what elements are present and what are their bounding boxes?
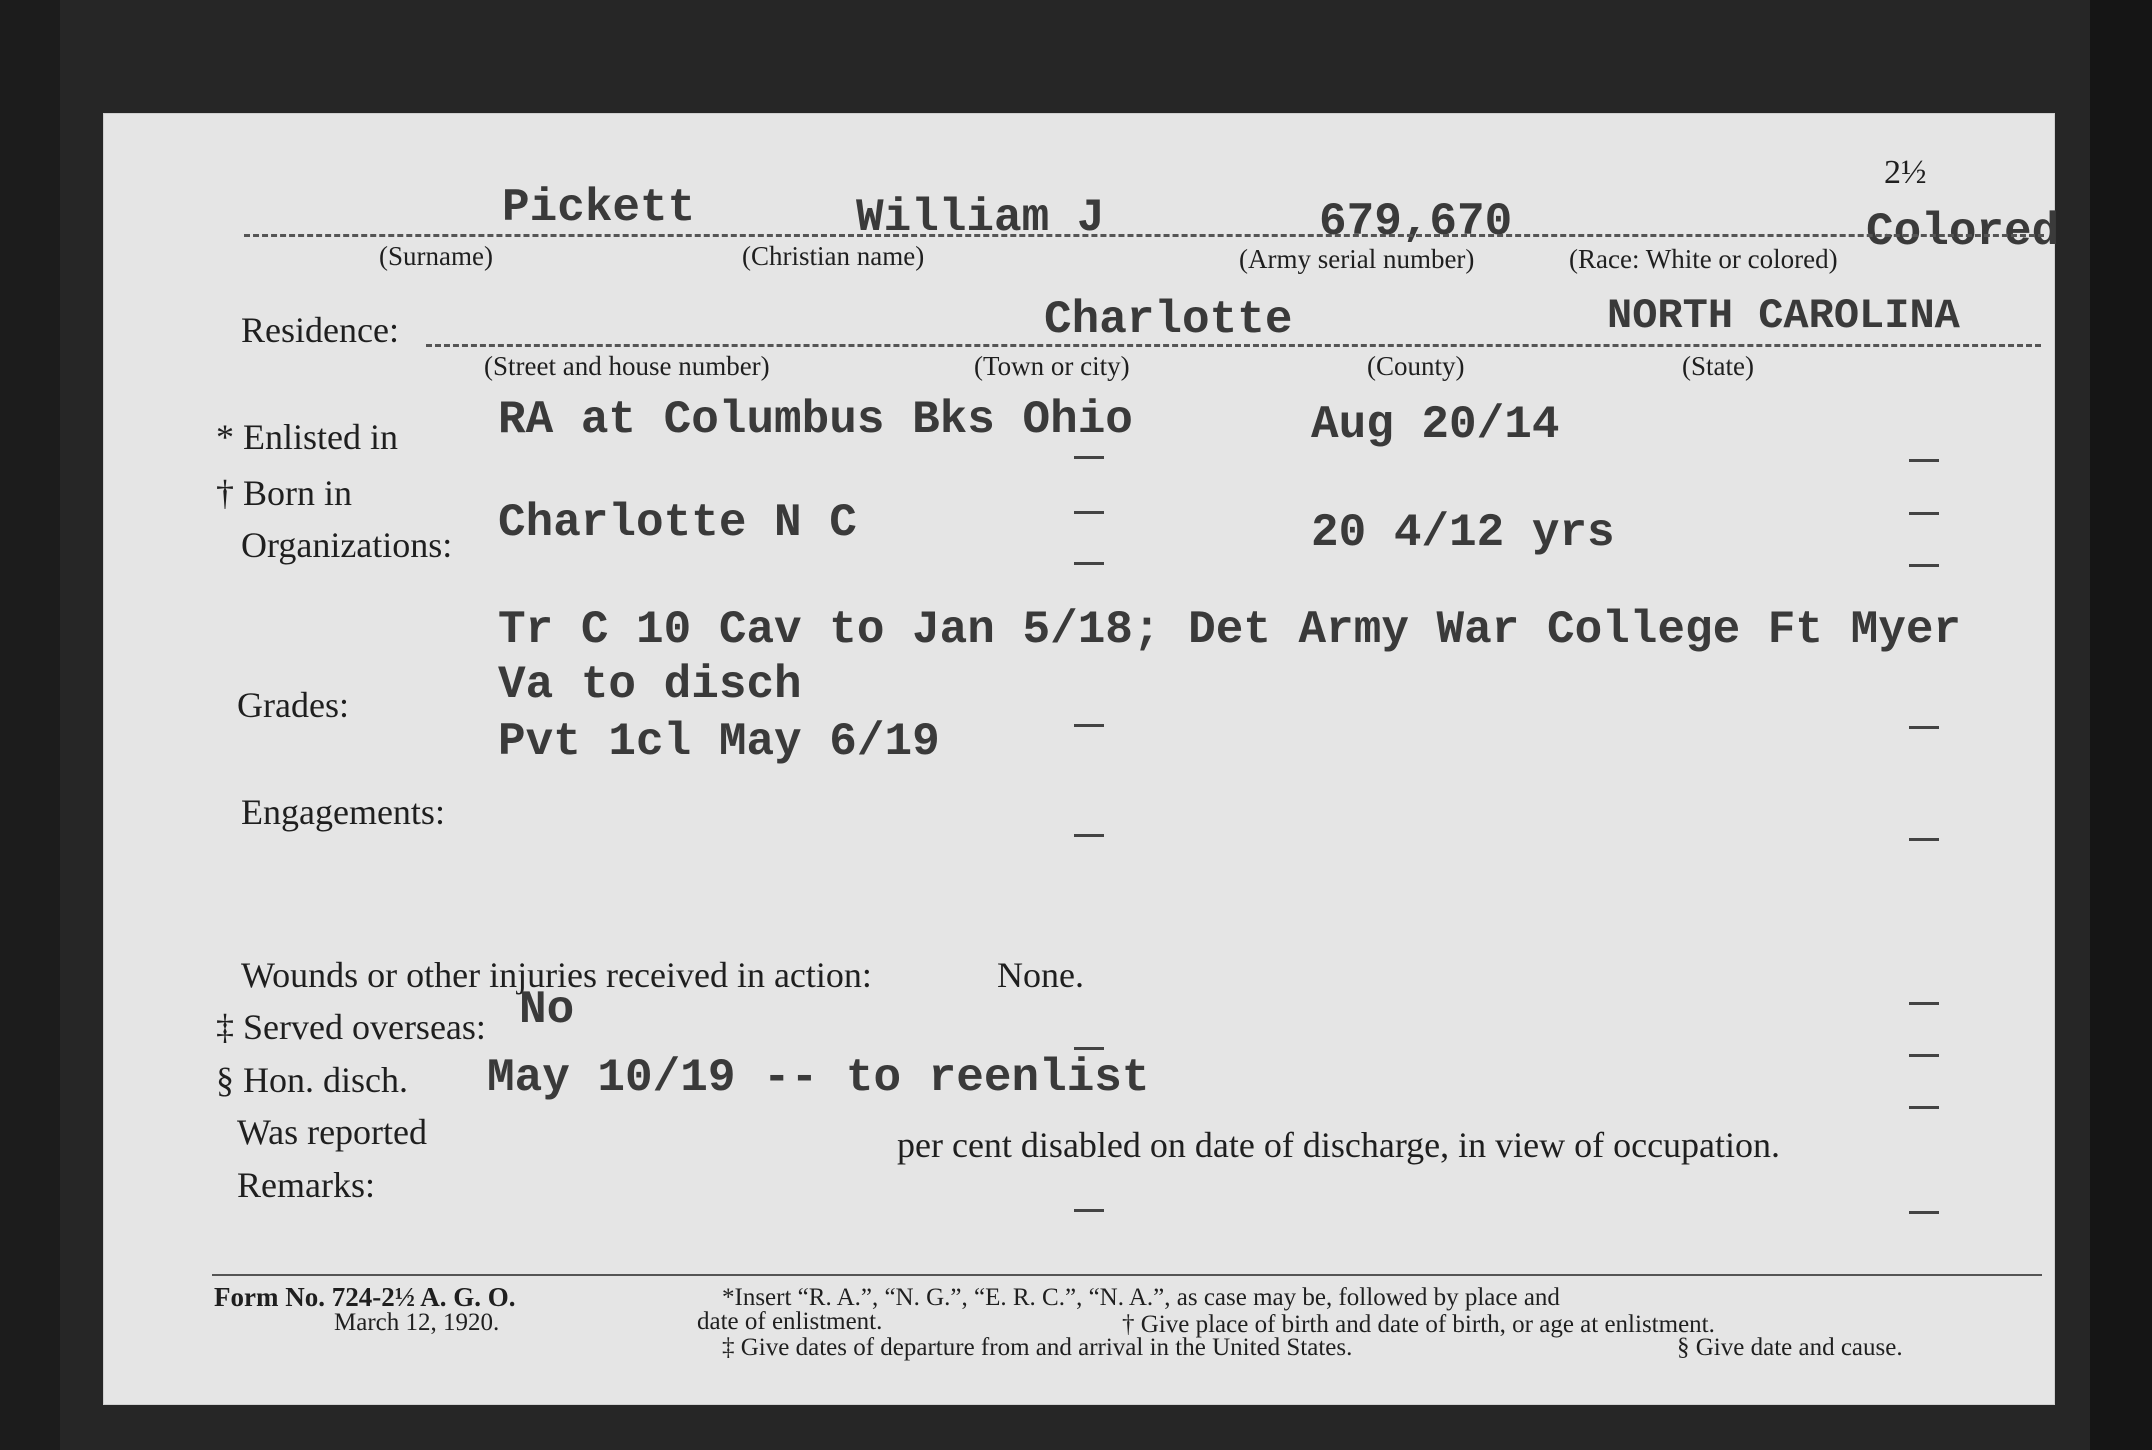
race-value: Colored — [1866, 206, 2060, 258]
town-caption: (Town or city) — [974, 351, 1130, 381]
street-caption: (Street and house number) — [484, 351, 770, 381]
state-caption: (State) — [1682, 351, 1754, 381]
remarks-label: Remarks: — [237, 1165, 375, 1205]
form-size-code: 2½ — [1884, 154, 1927, 191]
wounds-value: None. — [997, 955, 1084, 995]
wounds-label: Wounds or other injuries received in action: — [241, 955, 872, 995]
organizations-line-1: Tr C 10 Cav to Jan 5/18; Det Army War College Ft Myer — [498, 604, 1962, 656]
county-caption: (County) — [1367, 351, 1465, 381]
serial-caption: (Army serial number) — [1239, 244, 1475, 274]
scan-border-right — [2090, 0, 2152, 1450]
footnote-birth: † Give place of birth and date of birth, or age at enlistment. — [1122, 1311, 1715, 1338]
organizations-line-2: Va to disch — [498, 659, 802, 711]
blank-mark — [1909, 838, 1939, 841]
service-record-card — [103, 113, 2060, 1405]
blank-mark — [1909, 1054, 1939, 1057]
form-number: Form No. 724-2½ A. G. O. — [214, 1282, 516, 1312]
blank-mark — [1909, 1002, 1939, 1005]
was-reported-label: Was reported — [237, 1112, 428, 1152]
residence-town-value: Charlotte — [1044, 294, 1293, 346]
christian-name-value: William J — [856, 192, 1105, 244]
enlisted-place-value: RA at Columbus Bks Ohio — [498, 394, 1133, 446]
form-date: March 12, 1920. — [334, 1309, 500, 1336]
footnote-cause: § Give date and cause. — [1677, 1334, 1903, 1361]
born-place-value: Charlotte N C — [498, 497, 857, 549]
blank-mark — [1074, 456, 1104, 459]
blank-mark — [1074, 562, 1104, 565]
organizations-label: Organizations: — [241, 525, 453, 565]
surname-caption: (Surname) — [379, 241, 493, 271]
honorable-discharge-label: § Hon. disch. — [216, 1060, 408, 1100]
blank-mark — [1909, 1211, 1939, 1214]
footnote-insert-cont: date of enlistment. — [697, 1308, 883, 1335]
blank-mark — [1074, 1209, 1104, 1212]
disability-statement: per cent disabled on date of discharge, in view of occupation. — [897, 1125, 1781, 1165]
blank-mark — [1909, 459, 1939, 462]
blank-mark — [1909, 726, 1939, 729]
blank-mark — [1909, 564, 1939, 567]
born-label: † Born in — [216, 473, 353, 513]
footer-rule — [212, 1274, 2042, 1276]
footnote-insert: *Insert “R. A.”, “N. G.”, “E. R. C.”, “N. A.”, as case may be, followed by place and — [722, 1284, 1560, 1311]
grades-label: Grades: — [237, 685, 349, 725]
christian-name-caption: (Christian name) — [742, 241, 925, 271]
blank-mark — [1074, 511, 1104, 514]
race-caption: (Race: White or colored) — [1569, 244, 1838, 274]
residence-state-value: NORTH CAROLINA — [1607, 292, 1960, 340]
enlisted-date-value: Aug 20/14 — [1311, 399, 1560, 451]
surname-value: Pickett — [502, 182, 696, 234]
residence-dotted-line — [426, 344, 2041, 347]
blank-mark — [1909, 1106, 1939, 1109]
served-overseas-label: ‡ Served overseas: — [216, 1007, 486, 1047]
born-age-value: 20 4/12 yrs — [1311, 507, 1615, 559]
blank-mark — [1074, 724, 1104, 727]
serial-number-value: 679,670 — [1319, 196, 1513, 248]
honorable-discharge-value: May 10/19 -- to reenlist — [487, 1052, 1150, 1104]
blank-mark — [1909, 512, 1939, 515]
enlisted-label: * Enlisted in — [216, 417, 398, 457]
name-dotted-line — [244, 234, 2044, 237]
blank-mark — [1074, 834, 1104, 837]
footnote-overseas: ‡ Give dates of departure from and arrival in the United States. — [722, 1334, 1353, 1361]
engagements-label: Engagements: — [241, 792, 445, 832]
blank-mark — [1074, 1047, 1104, 1050]
grades-value: Pvt 1cl May 6/19 — [498, 716, 940, 768]
scan-border-left — [0, 0, 60, 1450]
served-overseas-value: No — [519, 984, 575, 1036]
residence-label: Residence: — [241, 310, 399, 350]
